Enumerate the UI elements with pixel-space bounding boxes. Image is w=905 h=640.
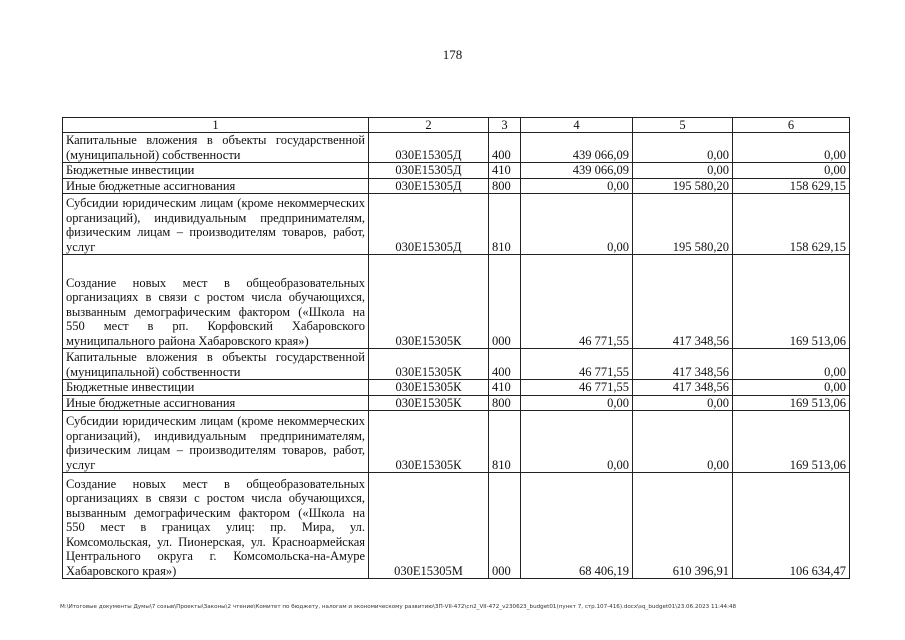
table-row [63, 163, 850, 179]
row-value-6: 169 513,06 [733, 411, 850, 473]
row-value-4: 68 406,19 [521, 473, 633, 579]
row-value-6: 0,00 [733, 163, 850, 179]
row-value-4: 0,00 [521, 178, 633, 194]
table-row [63, 178, 850, 194]
table-row [63, 349, 850, 380]
row-name: Субсидии юридическим лицам (кроме некоммерческих организаций), индивидуальным предпринимателям, физическим лицам – производителям товаров, работ, услуг [63, 194, 369, 255]
table-row [63, 380, 850, 396]
row-target-code: 030Е15305К [369, 380, 489, 396]
row-target-code: 030Е15305Д [369, 178, 489, 194]
row-value-4: 0,00 [521, 194, 633, 255]
row-target-code: 030Е15305Д [369, 194, 489, 255]
table-row [63, 255, 850, 349]
column-header-3: 3 [489, 118, 521, 133]
row-value-5: 0,00 [633, 133, 733, 163]
row-expense-type: 410 [489, 380, 521, 396]
row-name: Субсидии юридическим лицам (кроме некоммерческих организаций), индивидуальным предпринимателям, физическим лицам – производителям товаров, работ, услуг [63, 411, 369, 473]
row-value-4: 0,00 [521, 411, 633, 473]
row-value-5: 0,00 [633, 163, 733, 179]
row-value-4: 0,00 [521, 395, 633, 411]
column-header-2: 2 [369, 118, 489, 133]
row-target-code: 030Е15305К [369, 395, 489, 411]
row-expense-type: 400 [489, 349, 521, 380]
row-value-5: 195 580,20 [633, 178, 733, 194]
table-row [63, 133, 850, 163]
column-header-5: 5 [633, 118, 733, 133]
row-target-code: 030Е15305К [369, 349, 489, 380]
document-path-footer: M:\Итоговые документы Думы\7 созыв\Проекты\Законы\2 чтение\Комитет по бюджету, налогам и экономическому развитию\ЗП-VII-472\сп2_VII-472_v230623_budget01(пункт 7, стр.107-416).docx\sq_budget01\23.06.2023 11:44:48 [60, 604, 737, 610]
column-header-4: 4 [521, 118, 633, 133]
row-expense-type: 810 [489, 411, 521, 473]
row-target-code: 030Е15305Д [369, 163, 489, 179]
row-value-5: 195 580,20 [633, 194, 733, 255]
budget-table [62, 117, 850, 579]
row-expense-type: 810 [489, 194, 521, 255]
column-header-6: 6 [733, 118, 850, 133]
row-value-6: 158 629,15 [733, 194, 850, 255]
column-header-1: 1 [63, 118, 369, 133]
row-name: Капитальные вложения в объекты государственной (муниципальной) собственности [63, 349, 369, 380]
table-row [63, 473, 850, 579]
table-row [63, 411, 850, 473]
row-value-4: 46 771,55 [521, 380, 633, 396]
row-target-code: 030Е15305К [369, 255, 489, 349]
page-number: 178 [442, 47, 463, 62]
row-value-6: 0,00 [733, 349, 850, 380]
row-name: Создание новых мест в общеобразовательных организациях в связи с ростом числа обучающихся, вызванным демографическим фактором («Школа на 550 мест в рп. Корфовский Хабаровского муниципального района Хабаровского края») [63, 255, 369, 349]
row-value-4: 439 066,09 [521, 133, 633, 163]
table-row [63, 194, 850, 255]
table-row [63, 395, 850, 411]
row-target-code: 030Е15305Д [369, 133, 489, 163]
row-target-code: 030Е15305М [369, 473, 489, 579]
row-name: Иные бюджетные ассигнования [63, 395, 369, 411]
row-value-6: 0,00 [733, 380, 850, 396]
row-value-5: 610 396,91 [633, 473, 733, 579]
row-target-code: 030Е15305К [369, 411, 489, 473]
row-value-5: 0,00 [633, 395, 733, 411]
row-value-5: 417 348,56 [633, 380, 733, 396]
header-row [63, 118, 850, 133]
row-value-4: 46 771,55 [521, 349, 633, 380]
row-expense-type: 800 [489, 395, 521, 411]
row-value-4: 46 771,55 [521, 255, 633, 349]
row-value-6: 0,00 [733, 133, 850, 163]
row-name: Создание новых мест в общеобразовательных организациях в связи с ростом числа обучающихся, вызванным демографическим фактором («Школа на 550 мест в границах улиц: пр. Мира, ул. Комсомольская, ул. Пионерская, ул. Красноармейская Центрального округа г. Комсомольска-на-Амуре Хабаровского края») [63, 473, 369, 579]
row-name: Бюджетные инвестиции [63, 380, 369, 396]
row-value-5: 0,00 [633, 411, 733, 473]
row-value-6: 169 513,06 [733, 255, 850, 349]
row-expense-type: 800 [489, 178, 521, 194]
row-name: Капитальные вложения в объекты государственной (муниципальной) собственности [63, 133, 369, 163]
row-expense-type: 000 [489, 255, 521, 349]
row-value-6: 169 513,06 [733, 395, 850, 411]
row-value-4: 439 066,09 [521, 163, 633, 179]
row-expense-type: 000 [489, 473, 521, 579]
row-name: Иные бюджетные ассигнования [63, 178, 369, 194]
row-expense-type: 400 [489, 133, 521, 163]
row-value-6: 158 629,15 [733, 178, 850, 194]
row-value-5: 417 348,56 [633, 255, 733, 349]
row-value-5: 417 348,56 [633, 349, 733, 380]
row-value-6: 106 634,47 [733, 473, 850, 579]
row-name: Бюджетные инвестиции [63, 163, 369, 179]
row-expense-type: 410 [489, 163, 521, 179]
